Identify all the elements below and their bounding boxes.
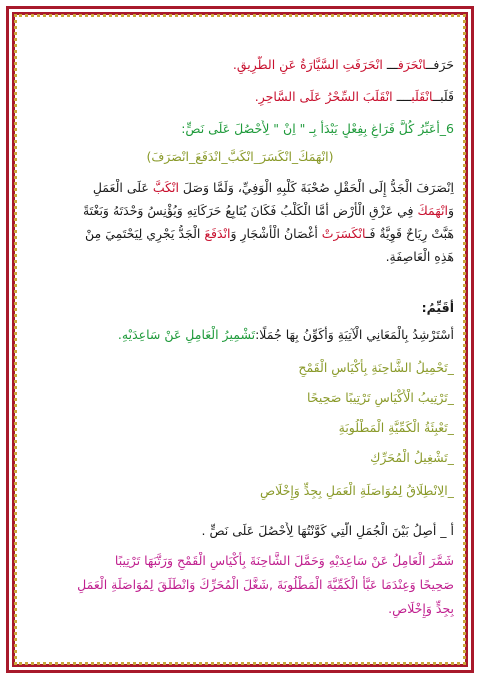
worksheet-page [26, 44, 454, 644]
base-verb: قَلَب [440, 89, 454, 104]
instruction-example: تَشْمِيرُ الْعَامِلِ عَنْ سَاعِدَيْهِ. [117, 327, 256, 342]
passage-text: اِنْصَرَفَ الْجَدُّ إِلَى الْحَقْلِ صُحْبَةَ كَلْبِهِ الْوَفِيِّ، وَلَمَّا وَصَلَ [178, 180, 454, 195]
answer-line: شَمَّرَ الْعَامِلُ عَنْ سَاعِدَيْهِ وَحَمَّلَ الشَّاحِنَةَ بِأَكْيَاسِ الْقَمْحِ وَرَتَّبَهَا تَرْتِيبًا [114, 553, 454, 568]
passage-line [26, 179, 454, 197]
passage-text: فِي عَزْقِ الْأَرْضِ أَمَّا الْكَلْبُ فَكَانَ يُتَابِعُ حَرَكَاتِهِ وَيُؤْنِسُ وَحْدَتَهُ وَبَغْتَةً [82, 203, 418, 218]
integrate-instruction [26, 326, 454, 344]
derived-verb: انْحَرَف [397, 57, 427, 72]
meaning-item: _تَرْتِيبُ الْأَكْيَاسِ تَرْتِيبًا صَحِيحًا [306, 390, 454, 405]
passage-line [26, 225, 454, 243]
passage-text: هَذِهِ الْعَاصِفَةِ. [385, 249, 454, 264]
filled-verb: انْكَبَّ [152, 180, 179, 195]
filled-verb: انْهَمَكَ [417, 203, 448, 218]
passage-text: أَغْصَانُ الْأَشْجَارِ وَ [230, 226, 322, 241]
ex5-line-2 [26, 88, 454, 106]
answer-line: بِجِدٍّ وَإِخْلَاصٍ. [388, 601, 454, 616]
passage-line [26, 248, 454, 266]
base-verb: حَرَف [433, 57, 454, 72]
passage-text: عَلَى الْعَمَلِ [92, 180, 153, 195]
ex6-heading: 6_أُعَبِّرُ كُلَّ فَرَاغٍ بِفِعْلٍ يَبْدَأُ بِـ " اِنْ " لِأَحْصُلَ عَلَى نَصٍّ: [181, 121, 454, 136]
word-bank: (انْهَمَكَ_انْكَسَرَ_انْكَبَّ_انْدَفَعَ_انْصَرَفَ) [146, 149, 334, 164]
separator: ــ [432, 89, 441, 104]
example-sentence: انْقَلَبَ السِّحْرُ عَلَى السَّاحِرِ. [254, 89, 393, 104]
answer-line: صَحِيحًا وَعِنْدَمَا عَبَّأَ الْكَمِّيَّةَ الْمَطْلُوبَةَ ,شَغَّلَ الْمُحَرِّكَ وَانْطَلَقَ لِمُوَاصَلَةِ الْعَمَلِ [77, 577, 454, 592]
separator: ــ [426, 57, 434, 72]
filled-verb: انْكَسَرَتْ [321, 226, 366, 241]
passage-text: هَبَّتْ رِيَاحٌ قَوِيَّةٌ فَـ [365, 226, 454, 241]
meaning-item: _تَعْبِئَةُ الْكَمِّيَّةِ الْمَطْلُوبَةِ [338, 420, 454, 435]
task-line: أ _ أَصِلُ بَيْنَ الْجُمَلِ الَّتِي كَوَّنْتُهَا لِأَحْصُلَ عَلَى نَصٍّ . [201, 523, 454, 538]
meaning-item: _تَحْمِيلُ الشَّاحِنَةِ بِأَكْيَاسِ الْقَمْحِ [298, 360, 454, 375]
passage-line [26, 202, 454, 220]
filled-verb: انْدَفَعَ [204, 226, 231, 241]
passage-text: الْجَدُّ يَجْرِي لِيَحْتَمِيَ مِنْ [85, 226, 205, 241]
meaning-item: _تَشْغِيلُ الْمُحَرِّكِ [370, 450, 454, 465]
separator: ــــ [396, 89, 412, 104]
instruction-text: أَسْتَرْشِدُ بِالْمَعَانِي الْآتِيَةِ وَأُكَوِّنُ بِهَا جُمَلًا: [255, 327, 454, 342]
separator: ـــ [386, 57, 398, 72]
derived-verb: انْقَلَب [411, 89, 433, 104]
passage-text: وَ [447, 203, 454, 218]
ex5-line-1 [26, 56, 454, 74]
section-title: أُقَيِّمُ: [421, 300, 454, 315]
meaning-item: _الِانْطِلَاقُ لِمُوَاصَلَةِ الْعَمَلِ بِجِدٍّ وَإِخْلَاصٍ [260, 483, 454, 498]
example-sentence: انْحَرَفَتِ السَّيَّارَةُ عَنِ الطَّرِيقِ. [232, 57, 383, 72]
